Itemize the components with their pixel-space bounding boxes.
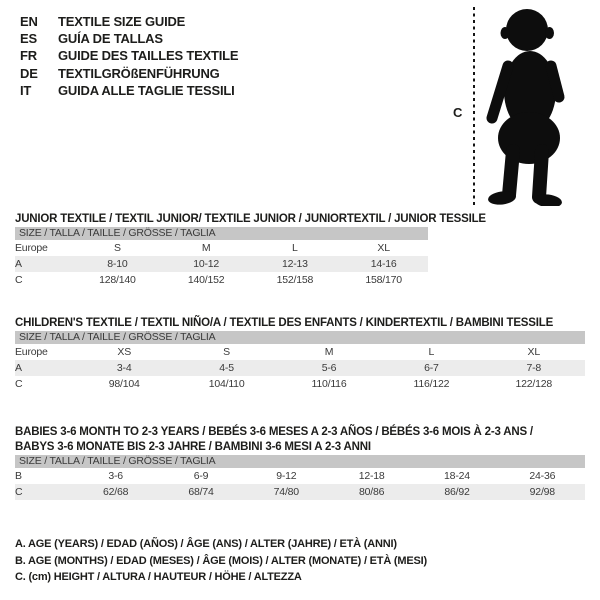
size-header-bar: SIZE / TALLA / TAILLE / GRÖSSE / TAGLIA [15,227,428,240]
value-cell: 158/170 [365,274,402,286]
language-code: EN [20,14,38,29]
language-code: ES [20,31,37,47]
language-code: IT [20,82,32,98]
value-cell: 122/128 [515,378,553,390]
value-cell: 92/98 [529,486,555,498]
value-cell: 18-24 [444,470,470,482]
language-row [20,47,238,64]
language-list [20,13,238,99]
value-cell: 12-13 [281,258,308,270]
value-cell: S [223,346,230,358]
footnote-line: C. (cm) HEIGHT / ALTURA / HAUTEUR / HÖHE / ALTEZZA [15,571,302,583]
value-cell: 24-36 [529,470,556,482]
row-label-cell: Europe [15,346,48,358]
size-table [15,240,428,288]
row-label-cell: C [15,274,23,286]
value-cell: 6-9 [193,470,209,482]
table-row [15,256,428,272]
table-row [15,484,585,500]
value-cell: 128/140 [99,274,136,286]
value-cell: M [324,346,334,358]
table-title: BABYS 3-6 MONATE BIS 2-3 JAHRE / BAMBINI 3-6 MESI A 2-3 ANNI [15,441,371,453]
size-table-section [15,316,585,392]
footnote-line: A. AGE (YEARS) / EDAD (AÑOS) / ÂGE (ANS) / ALTER (JAHRE) / ETÀ (ANNI) [15,538,397,550]
value-cell: 86/92 [444,486,470,498]
value-cell: 12-18 [358,470,385,482]
language-row [20,30,238,47]
height-measure-line [473,7,475,206]
language-title: TEXTILE SIZE GUIDE [58,14,186,29]
value-cell: 80/86 [359,486,385,498]
value-cell: 98/104 [108,378,140,390]
value-cell: 110/116 [311,378,347,390]
value-cell: L [428,346,435,358]
size-header-bar: SIZE / TALLA / TAILLE / GRÖSSE / TAGLIA [15,455,585,468]
language-title: GUÍA DE TALLAS [58,31,163,47]
value-cell: 116/122 [413,378,450,390]
language-code: FR [20,48,37,64]
language-code: DE [20,65,38,81]
value-cell: M [201,242,211,254]
table-row [15,468,585,484]
size-header-bar: SIZE / TALLA / TAILLE / GRÖSSE / TAGLIA [15,331,585,344]
value-cell: 74/80 [273,486,299,498]
table-title: JUNIOR TEXTILE / TEXTIL JUNIOR/ TEXTILE JUNIOR / JUNIORTEXTIL / JUNIOR TESSILE [15,213,486,225]
table-row [15,360,585,376]
value-cell: 104/110 [208,378,245,390]
table-row [15,240,428,256]
value-cell: 3-4 [116,362,132,374]
size-table [15,468,585,500]
value-cell: 62/68 [103,486,129,498]
language-title: TEXTILGRÖßENFÜHRUNG [58,65,220,81]
row-label-cell: B [15,470,22,482]
value-cell: 152/158 [276,274,314,286]
footnote-line: B. AGE (MONTHS) / EDAD (MESES) / ÂGE (MOIS) / ALTER (MONATE) / ETÀ (MESI) [15,554,427,567]
value-cell: 140/152 [187,274,225,286]
size-table-section [15,425,585,500]
value-cell: 14-16 [370,258,397,270]
value-cell: 9-12 [276,470,297,482]
table-title: BABIES 3-6 MONTH TO 2-3 YEARS / BEBÉS 3-6 MESES A 2-3 AÑOS / BÉBÉS 3-6 MOIS À 2-3 ANS / [15,426,533,438]
toddler-silhouette-icon [480,6,572,206]
height-measure-label: C [453,105,463,120]
value-cell: XL [377,242,390,254]
language-row [20,65,238,82]
value-cell: 8-10 [107,258,128,270]
size-table-section [15,212,486,288]
language-row [20,82,238,99]
language-row [20,13,238,30]
value-cell: 68/74 [188,486,214,498]
row-label-cell: C [15,486,23,498]
language-title: GUIDE DES TAILLES TEXTILE [58,48,239,64]
value-cell: 7-8 [526,362,542,374]
value-cell: L [292,242,298,254]
row-label-cell: A [15,362,22,374]
table-row [15,344,585,360]
value-cell: 4-5 [219,362,234,374]
table-row [15,272,428,288]
value-cell: 5-6 [321,362,337,374]
value-cell: 3-6 [108,470,123,482]
value-cell: 6-7 [424,362,439,374]
value-cell: 10-12 [193,258,220,270]
table-row [15,376,585,392]
value-cell: XS [117,346,131,358]
row-label-cell: C [15,378,23,390]
language-title: GUIDA ALLE TAGLIE TESSILI [58,82,235,98]
row-label-cell: Europe [15,242,48,254]
table-title: CHILDREN'S TEXTILE / TEXTIL NIÑO/A / TEXTILE DES ENFANTS / KINDERTEXTIL / BAMBINI TESSILE [15,317,554,329]
size-table [15,344,585,392]
value-cell: XL [527,346,540,358]
row-label-cell: A [15,258,22,270]
value-cell: S [113,242,121,254]
footnotes-block [15,536,427,586]
